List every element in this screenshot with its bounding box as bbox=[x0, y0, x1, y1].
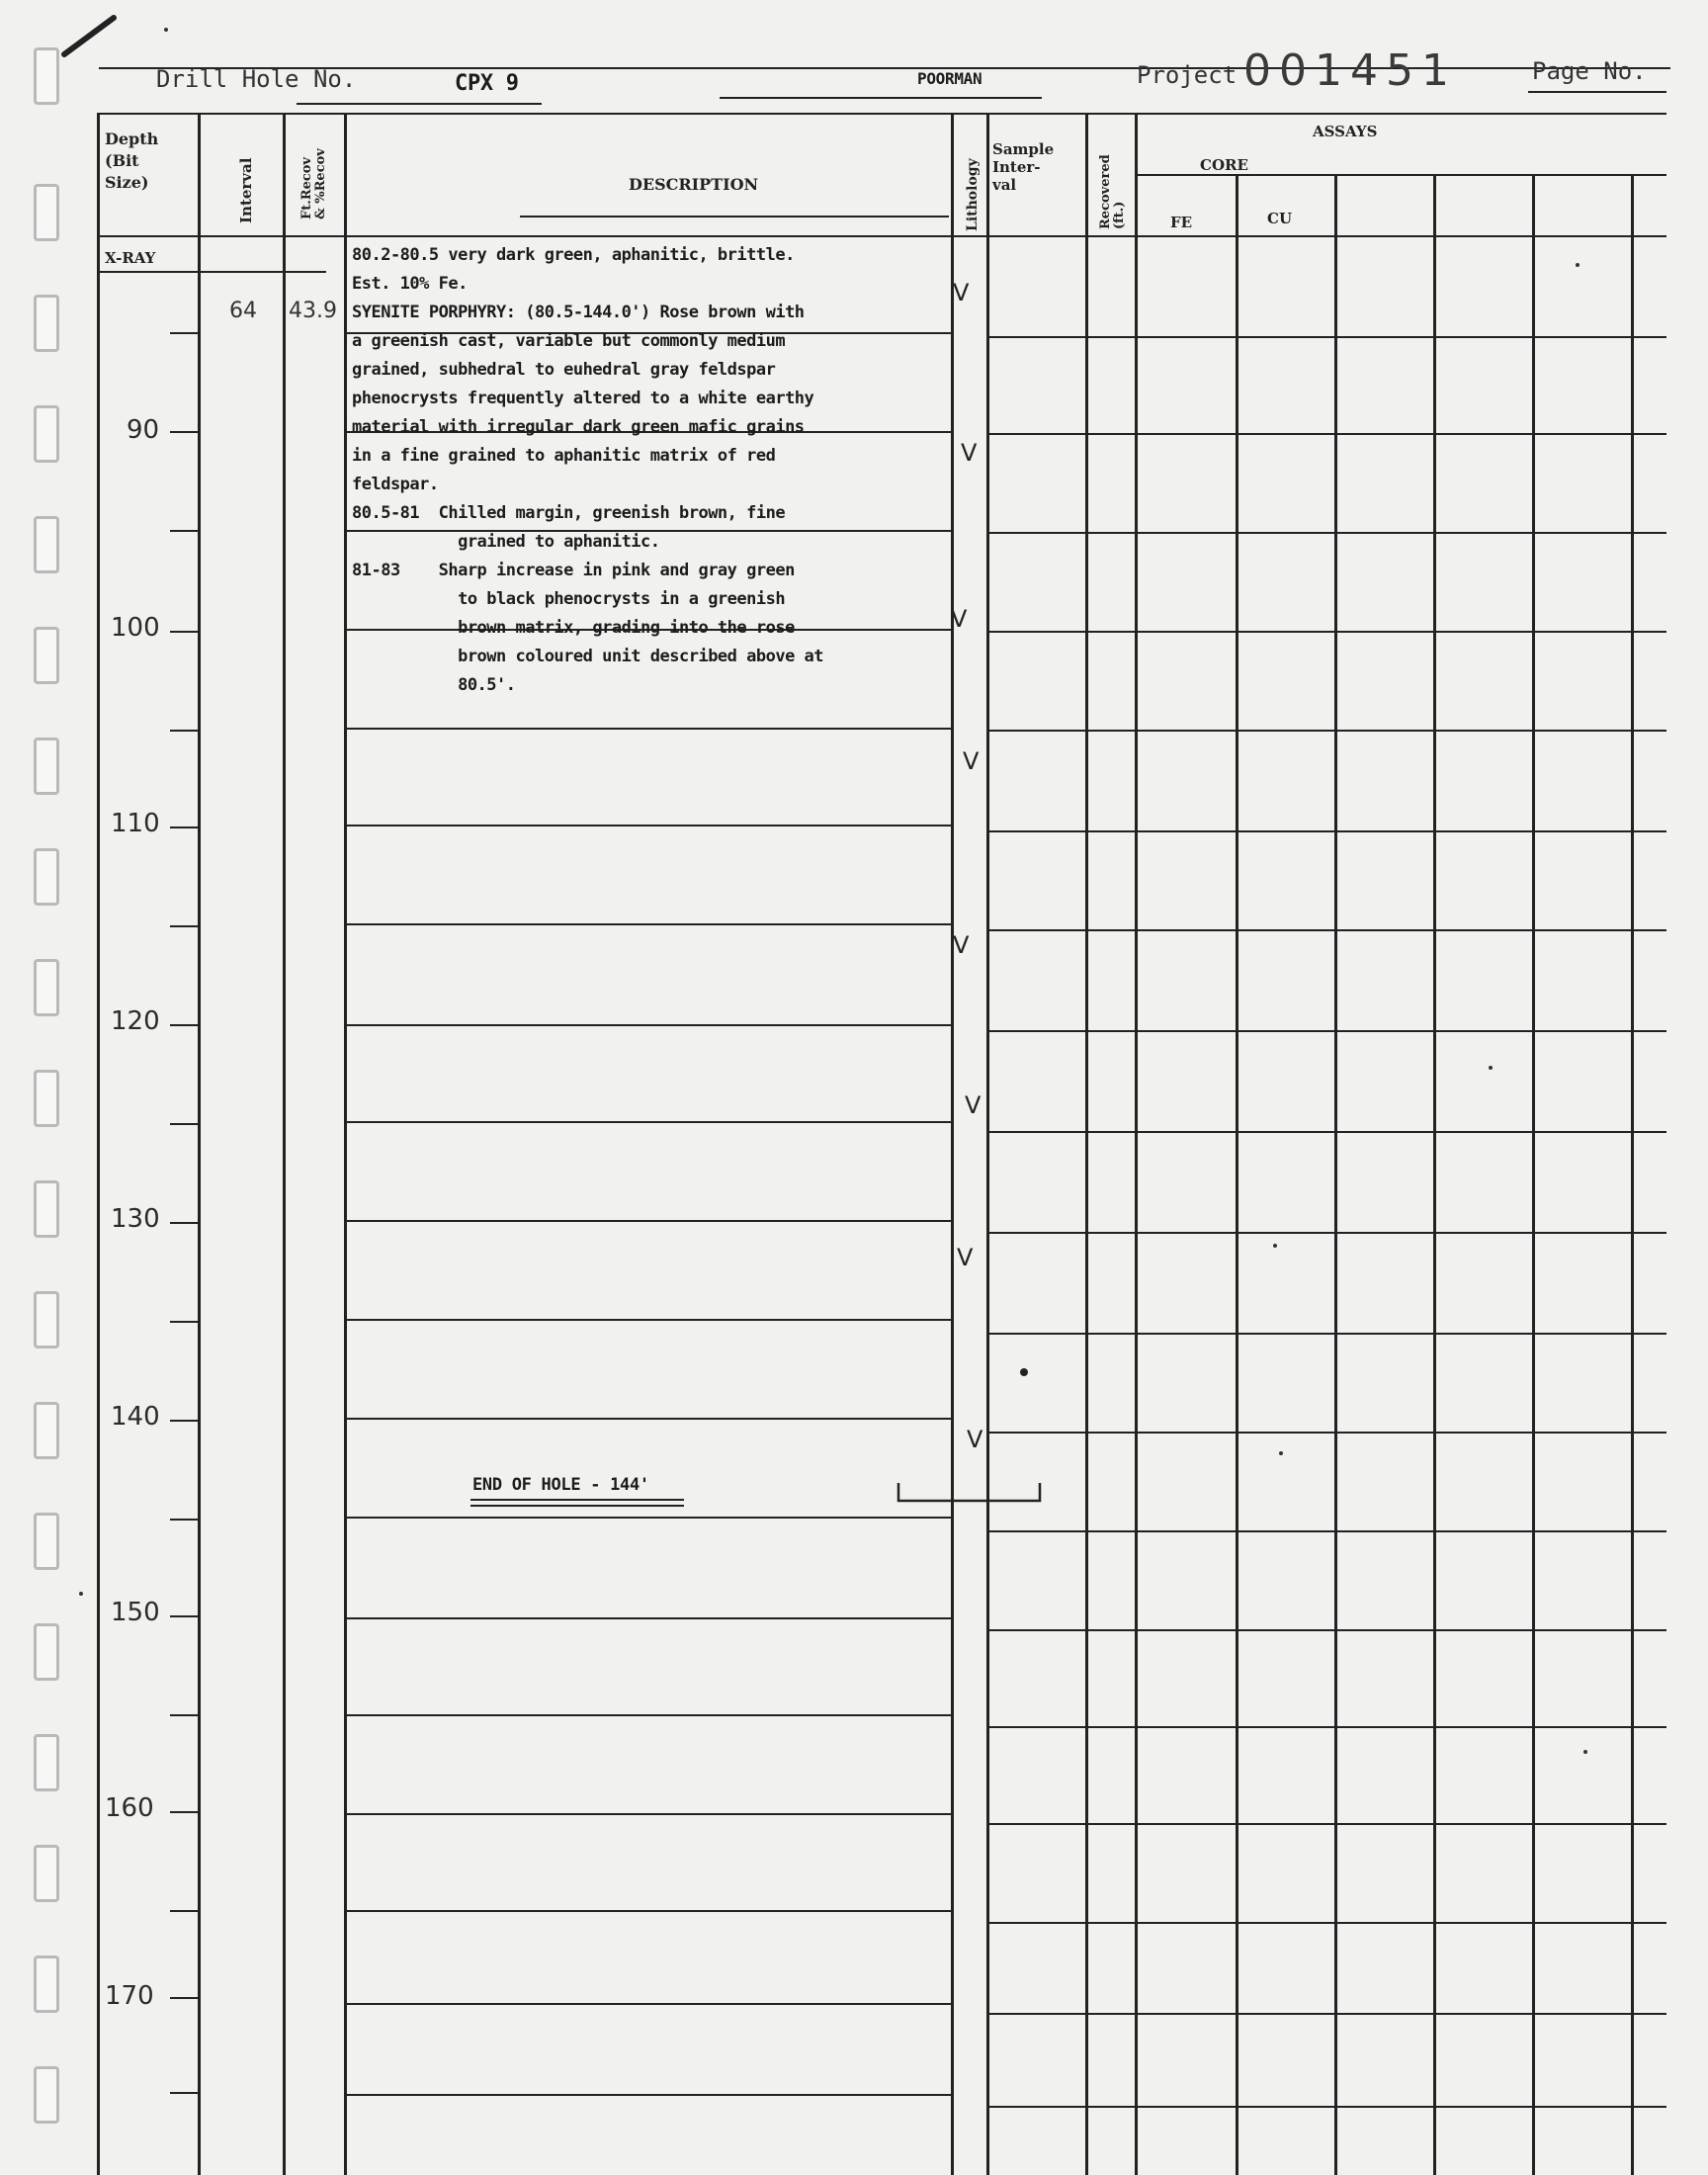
ft-recov-header: Ft.Recov & %Recov bbox=[299, 148, 328, 219]
depth-mark: 140 bbox=[111, 1402, 160, 1432]
lithology-check: V bbox=[957, 1244, 974, 1271]
depth-mark: 150 bbox=[111, 1598, 160, 1627]
description-line: 80.5'. bbox=[352, 675, 516, 695]
depth-header: Depth (Bit Size) bbox=[105, 130, 159, 192]
interval-header: Interval bbox=[237, 157, 255, 223]
fe-header: FE bbox=[1170, 214, 1193, 231]
depth-mark: 130 bbox=[111, 1204, 160, 1234]
core-header: CORE bbox=[1200, 156, 1248, 174]
cu-header: CU bbox=[1267, 210, 1293, 227]
assays-header: ASSAYS bbox=[1313, 123, 1378, 140]
description-line: in a fine grained to aphanitic matrix of red bbox=[352, 446, 776, 466]
lithology-check: V bbox=[951, 605, 968, 633]
lithology-header: Lithology bbox=[965, 158, 981, 231]
depth-mark: 160 bbox=[105, 1793, 154, 1823]
interval-value: 64 bbox=[229, 299, 257, 323]
project-number: 001451 bbox=[1243, 45, 1457, 96]
description-line: phenocrysts frequently altered to a white earthy bbox=[352, 389, 814, 408]
end-of-hole: END OF HOLE - 144' bbox=[472, 1475, 649, 1495]
description-line: 80.5-81 Chilled margin, greenish brown, fine bbox=[352, 503, 786, 523]
drill-hole-label: Drill Hole No. bbox=[156, 65, 357, 93]
description-line: brown matrix, grading into the rose bbox=[352, 618, 795, 638]
lithology-check: V bbox=[961, 439, 978, 467]
lithology-check: V bbox=[967, 1426, 983, 1453]
description-line: to black phenocrysts in a greenish bbox=[352, 589, 786, 609]
lithology-check: V bbox=[953, 279, 970, 306]
sample-header: Sample Inter- val bbox=[992, 140, 1055, 194]
depth-mark: 100 bbox=[111, 613, 160, 643]
description-line: 81-83 Sharp increase in pink and gray green bbox=[352, 561, 795, 580]
depth-mark: 120 bbox=[111, 1006, 160, 1036]
project-label: Project bbox=[1137, 61, 1238, 89]
lithology-check: V bbox=[963, 747, 980, 775]
recovery-value: 43.9 bbox=[289, 299, 337, 323]
mine-name: POORMAN bbox=[917, 69, 982, 88]
page-label: Page No. bbox=[1532, 57, 1647, 85]
description-line: material with irregular dark green mafic grains bbox=[352, 417, 805, 437]
description-line: 80.2-80.5 very dark green, aphanitic, brittle. bbox=[352, 245, 795, 265]
depth-mark: 170 bbox=[105, 1981, 154, 2011]
description-line: brown coloured unit described above at bbox=[352, 647, 824, 666]
depth-mark: 110 bbox=[111, 809, 160, 838]
description-line: Est. 10% Fe. bbox=[352, 274, 468, 294]
lithology-check: V bbox=[965, 1091, 982, 1119]
description-header: DESCRIPTION bbox=[629, 175, 759, 194]
description-line: grained, subhedral to euhedral gray feldspar bbox=[352, 360, 776, 380]
description-line: SYENITE PORPHYRY: (80.5-144.0') Rose brown with bbox=[352, 303, 805, 322]
description-line: grained to aphanitic. bbox=[352, 532, 660, 552]
drill-hole-value: CPX 9 bbox=[455, 71, 519, 96]
description-line: a greenish cast, variable but commonly medium bbox=[352, 331, 786, 351]
recovered-header: Recovered (ft.) bbox=[1098, 154, 1127, 229]
description-line: feldspar. bbox=[352, 475, 439, 494]
xray-label: X-RAY bbox=[105, 249, 156, 267]
lithology-check: V bbox=[953, 931, 970, 959]
depth-mark: 90 bbox=[127, 415, 160, 445]
